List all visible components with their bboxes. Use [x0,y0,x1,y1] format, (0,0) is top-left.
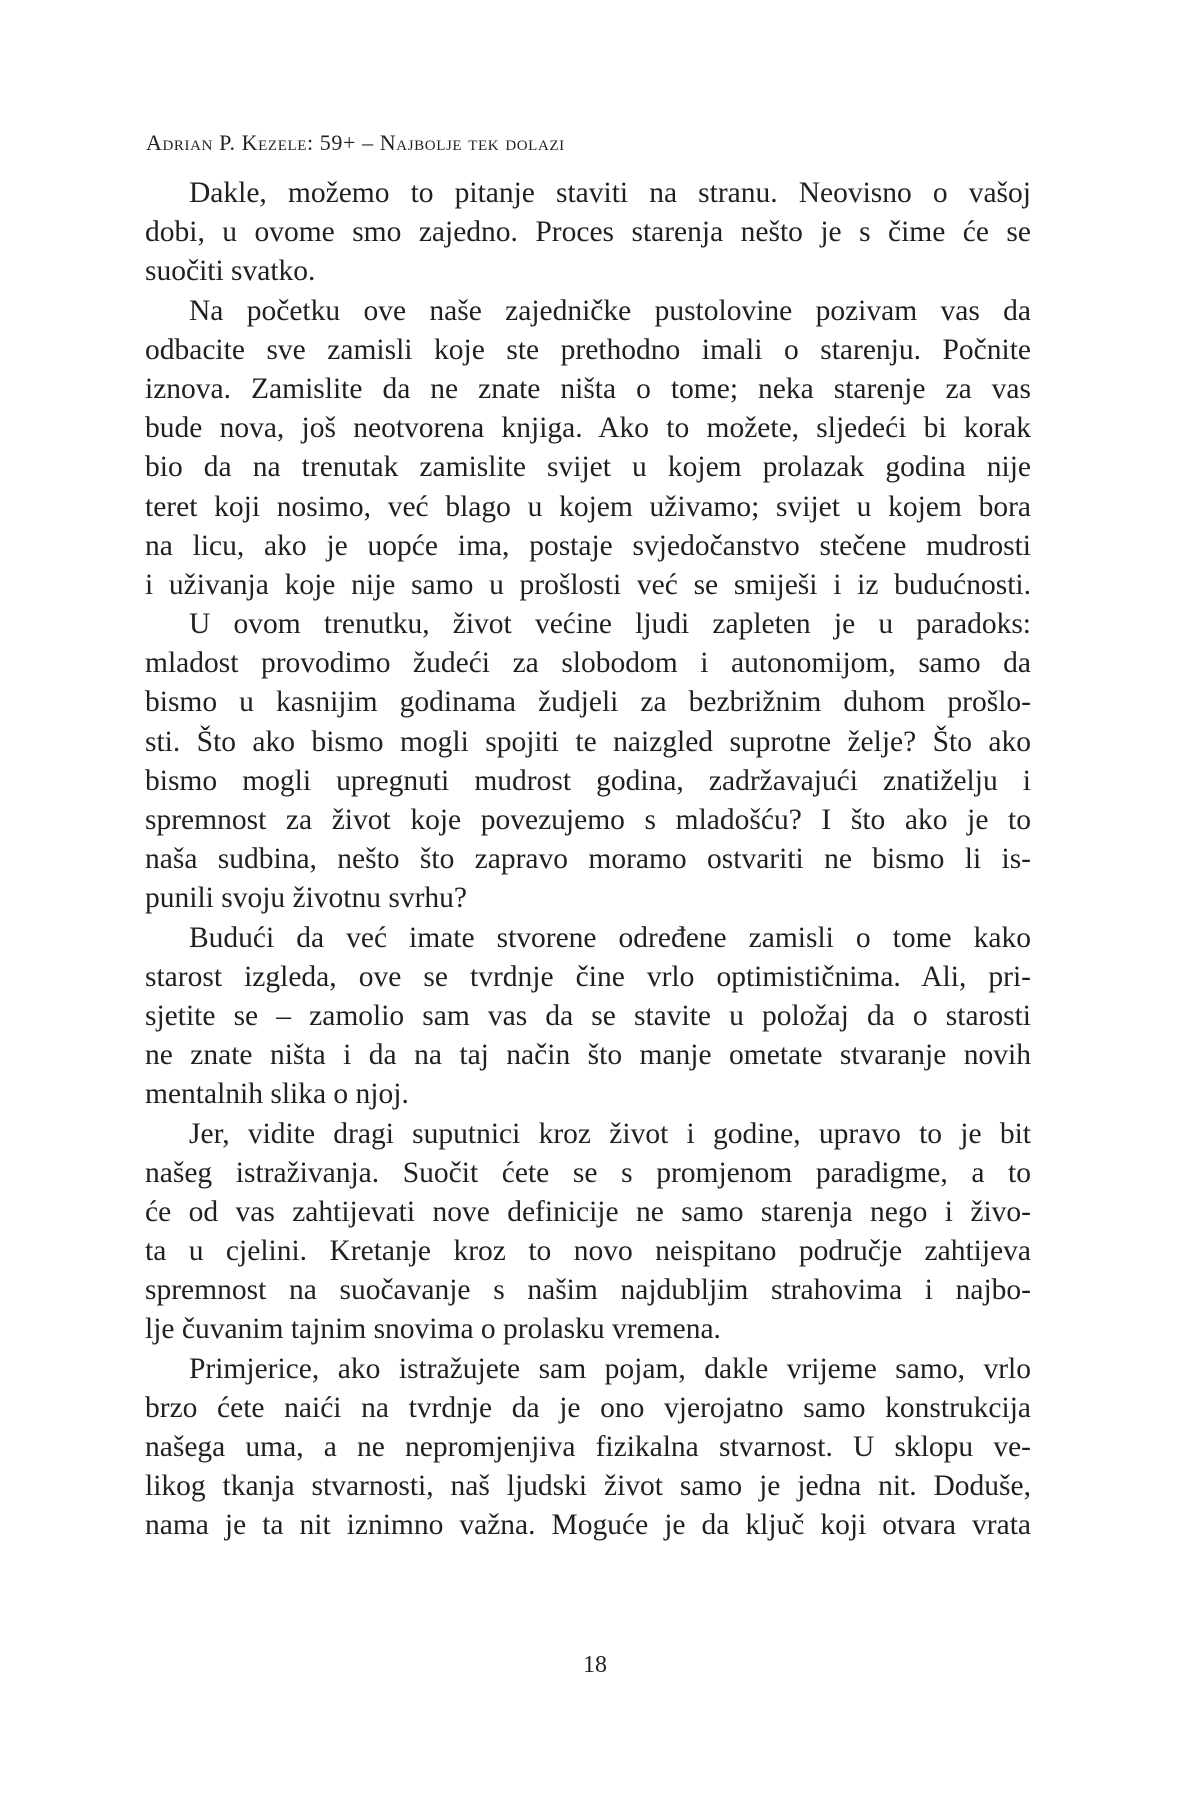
text-line: teret koji nosimo, već blago u kojem uživamo; svijet u kojem bora [145,490,1031,523]
text-line: bio da na trenutak zamislite svijet u kojem prolazak godina nije [145,451,1031,484]
text-line: suočiti svatko. [145,255,316,288]
text-line: će od vas zahtijevati nove definicije ne samo starenja nego i živo- [145,1195,1031,1228]
text-line: našeg istraživanja. Suočit ćete se s promjenom paradigme, a to [145,1156,1031,1189]
text-line: Budući da već imate stvorene određene zamisli o tome kako [189,921,1031,954]
text-line: Dakle, možemo to pitanje staviti na stranu. Neovisno o vašoj [189,177,1031,209]
text-line: Na početku ove naše zajedničke pustolovine pozivam vas da [189,294,1031,327]
body-text [145,174,1031,1546]
text-line: bismo u kasnijim godinama žudjeli za bezbrižnim duhom prošlo- [145,686,1031,719]
paragraph [145,605,1031,919]
text-line: punili svoju životnu svrhu? [145,882,468,915]
text-line: likog tkanja stvarnosti, naš ljudski život samo je jedna nit. Doduše, [145,1470,1031,1503]
text-line: odbacite sve zamisli koje ste prethodno imali o starenju. Počnite [145,333,1031,366]
text-line: našega uma, a ne nepromjenjiva fizikalna stvarnost. U sklopu ve- [145,1431,1031,1463]
text-line: Primjerice, ako istražujete sam pojam, dakle vrijeme samo, vrlo [189,1352,1031,1385]
text-line: spremnost na suočavanje s našim najdubljim strahovima i najbo- [145,1274,1031,1307]
text-line: sti. Što ako bismo mogli spojiti te naizgled suprotne želje? Što ako [145,725,1031,758]
running-head: Adrian P. Kezele: 59+ – Najbolje tek dolazi [146,130,565,155]
text-line: na licu, ako je uopće ima, postaje svjedočanstvo stečene mudrosti [145,529,1031,562]
text-line: mentalnih slika o njoj. [145,1078,409,1111]
text-line: ta u cjelini. Kretanje kroz to novo neispitano područje zahtijeva [145,1235,1031,1268]
paragraph [145,1350,1031,1546]
text-line: lje čuvanim tajnim snovima o prolasku vremena. [145,1313,721,1346]
paragraph [145,919,1031,1115]
text-line: U ovom trenutku, život većine ljudi zapleten je u paradoks: [189,608,1031,641]
text-line: mladost provodimo žudeći za slobodom i autonomijom, samo da [145,647,1031,680]
text-line: bude nova, još neotvorena knjiga. Ako to možete, sljedeći bi korak [145,412,1031,445]
text-line: starost izgleda, ove se tvrdnje čine vrlo optimističnima. Ali, pri- [145,960,1031,993]
text-line: dobi, u ovome smo zajedno. Proces starenja nešto je s čime će se [145,216,1031,249]
text-line: bismo mogli upregnuti mudrost godina, zadržavajući znatiželju i [145,764,1031,797]
paragraph [145,174,1031,292]
text-line: Jer, vidite dragi suputnici kroz život i godine, upravo to je bit [189,1117,1031,1150]
text-line: naša sudbina, nešto što zapravo moramo ostvariti ne bismo li is- [145,843,1031,876]
text-line: i uživanja koje nije samo u prošlosti već se smiješi i iz budućnosti. [145,568,1031,601]
text-line: ne znate ništa i da na taj način što manje ometate stvaranje novih [145,1039,1031,1072]
text-line: brzo ćete naići na tvrdnje da je ono vjerojatno samo konstrukcija [145,1391,1031,1424]
text-line: sjetite se – zamolio sam vas da se stavite u položaj da o starosti [145,999,1031,1032]
text-line: nama je ta nit iznimno važna. Moguće je da ključ koji otvara vrata [145,1509,1031,1542]
text-line: spremnost za život koje povezujemo s mladošću? I što ako je to [145,804,1031,836]
page-number: 18 [583,1652,607,1678]
text-line: iznova. Zamislite da ne znate ništa o tome; neka starenje za vas [145,372,1031,405]
paragraph [145,292,1031,606]
paragraph [145,1115,1031,1350]
